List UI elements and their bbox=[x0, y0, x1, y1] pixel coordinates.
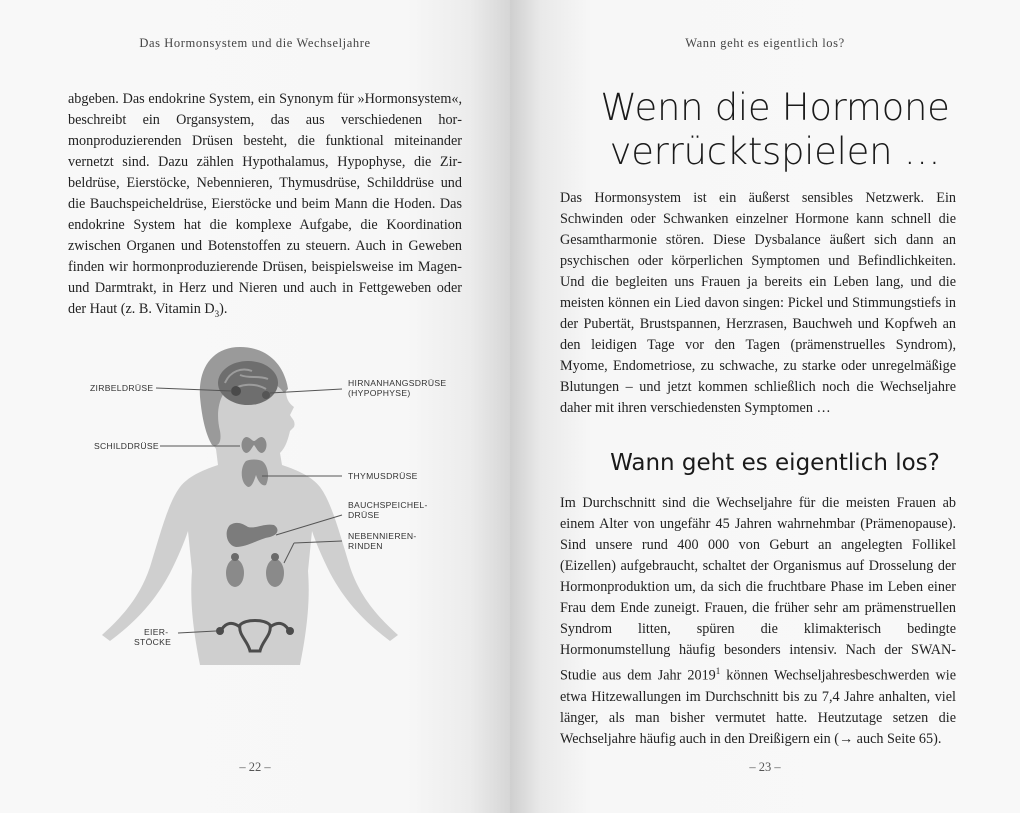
label-eierstoecke-1: EIER- bbox=[144, 627, 169, 637]
section-paragraph bbox=[560, 493, 956, 750]
label-schilddruese: SCHILDDRÜSE bbox=[94, 441, 159, 451]
brain-shape bbox=[218, 361, 278, 405]
label-bauchspeicheldruese-1: BAUCHSPEICHEL- bbox=[348, 500, 428, 510]
left-paragraph-end: ). bbox=[219, 301, 228, 317]
running-head-left: Das Hormonsystem und die Wechseljahre bbox=[139, 36, 371, 50]
kidney-left-shape bbox=[226, 559, 244, 587]
right-page bbox=[510, 0, 1020, 813]
label-hypophyse: (HYPOPHYSE) bbox=[348, 388, 411, 398]
chapter-heading bbox=[550, 86, 1000, 174]
label-bauchspeicheldruese-2: DRÜSE bbox=[348, 510, 380, 520]
intro-paragraph: Das Hormonsystem ist ein äußerst sensibles Netzwerk. Ein Schwinden oder Schwanken einzelner Hormone kann schnell die Gesamtharmonie stören. Diese Dysbalance äußert sich dann an psychischen oder körperlichen Symptomen und Befindlichkeiten. Und die begleiten uns Frauen ja bereits ein Leben lang, und die meisten können ein Lied davon singen: Pickel und Stimmungstiefs in der Pubertät, Brustspannen, Herzrasen, Bauchweh und Kopfweh an den leidigen Tage vor den Tagen (prämenstruelles Syndrom), Myome, Endometriose, zu schwache, zu starke oder unregelmäßige Blutungen – und jetzt kommen schließlich noch die Wechseljahre daher mit ihren verschiedensten Symptomen … bbox=[560, 190, 956, 416]
label-eierstoecke-2: STÖCKE bbox=[134, 637, 172, 647]
kidney-right-shape bbox=[266, 559, 284, 587]
section-paragraph-part-a: Im Durchschnitt sind die Wechseljahre für die meisten Frauen ab einem Alter von ungefähr 45 Jahren wahrnehmbar (Prämenopause). Sind unsere rund 400 000 von Geburt an angelegten Follikel (Eizellen) aufgebraucht, schaltet der Organismus auf Drosselung der Hormonproduktion um, da sich die fruchtbare Phase im Leben einer Frau dem Ende zuneigt. Frauen, die früher sehr am prämenstruellen Syndrom litten, spüren die klimakterisch bedingte Hormonumstellung häufig besonders intensiv. Nach der SWAN-Studie aus dem Jahr 2019 bbox=[560, 495, 956, 684]
running-head-right: Wann geht es eigentlich los? bbox=[685, 36, 845, 50]
left-body-text bbox=[68, 89, 462, 325]
ovary-left-shape bbox=[216, 627, 224, 635]
section-paragraph-part-b: können Wechseljahresbeschwerden wie etwa Hitzewallungen im Durchschnitt bis zu 7,4 Jahre anhalten, viel länger, als man bisher vermutet hatte. Heutzutage setzen die Wechseljahre häufig auch in den Dreißigern ein (→ auch Seite 65). bbox=[560, 667, 956, 747]
vitamin-d-subscript: 3 bbox=[214, 308, 220, 319]
chapter-heading-line-2: verrücktspielen … bbox=[609, 130, 941, 173]
pituitary-shape bbox=[262, 391, 270, 399]
left-paragraph bbox=[68, 89, 462, 325]
page-number-left: – 22 – bbox=[239, 760, 271, 774]
left-paragraph-text: abgeben. Das endokrine System, ein Synonym für »Hormonsystem«, beschreibt ein Organsystem, das aus verschiedenen hormonproduzierenden Drüsen besteht, die funktional miteinander vernetzt sind. Dazu zählen Hypothalamus, Hypophyse, die Zirbeldrüse, Eierstöcke, Nebennieren, Thymusdrüse, Schilddrüse und die Bauchspeicheldrüse, Eierstöcke und beim Mann die Hoden. Das endokrine System hat die komplexe Aufgabe, die Koordination zwischen Organen und Botenstoffen zu steuern. Auch in Geweben finden wir hormonproduzierende Drüsen, beispielsweise im Magen- und Darmtrakt, in Herz und Nieren und auch in Fettgeweben oder der Haut (z. B. Vitamin D bbox=[68, 91, 462, 317]
section-heading: Wann geht es eigentlich los? bbox=[610, 450, 940, 476]
endocrine-system-illustration bbox=[80, 335, 450, 680]
footnote-marker: 1 bbox=[715, 666, 721, 676]
ovary-right-shape bbox=[286, 627, 294, 635]
page-number-right: – 23 – bbox=[749, 760, 781, 774]
label-thymusdruese: THYMUSDRÜSE bbox=[348, 471, 418, 481]
pineal-gland-shape bbox=[231, 386, 241, 396]
chapter-heading-line-1: Wenn die Hormone bbox=[600, 86, 950, 129]
label-zirbeldruese: ZIRBELDRÜSE bbox=[90, 383, 154, 393]
label-nebennierenrinden-2: RINDEN bbox=[348, 541, 383, 551]
label-hirnanhangsdruese: HIRNANHANGSDRÜSE bbox=[348, 378, 447, 388]
label-nebennierenrinden-1: NEBENNIEREN- bbox=[348, 531, 417, 541]
